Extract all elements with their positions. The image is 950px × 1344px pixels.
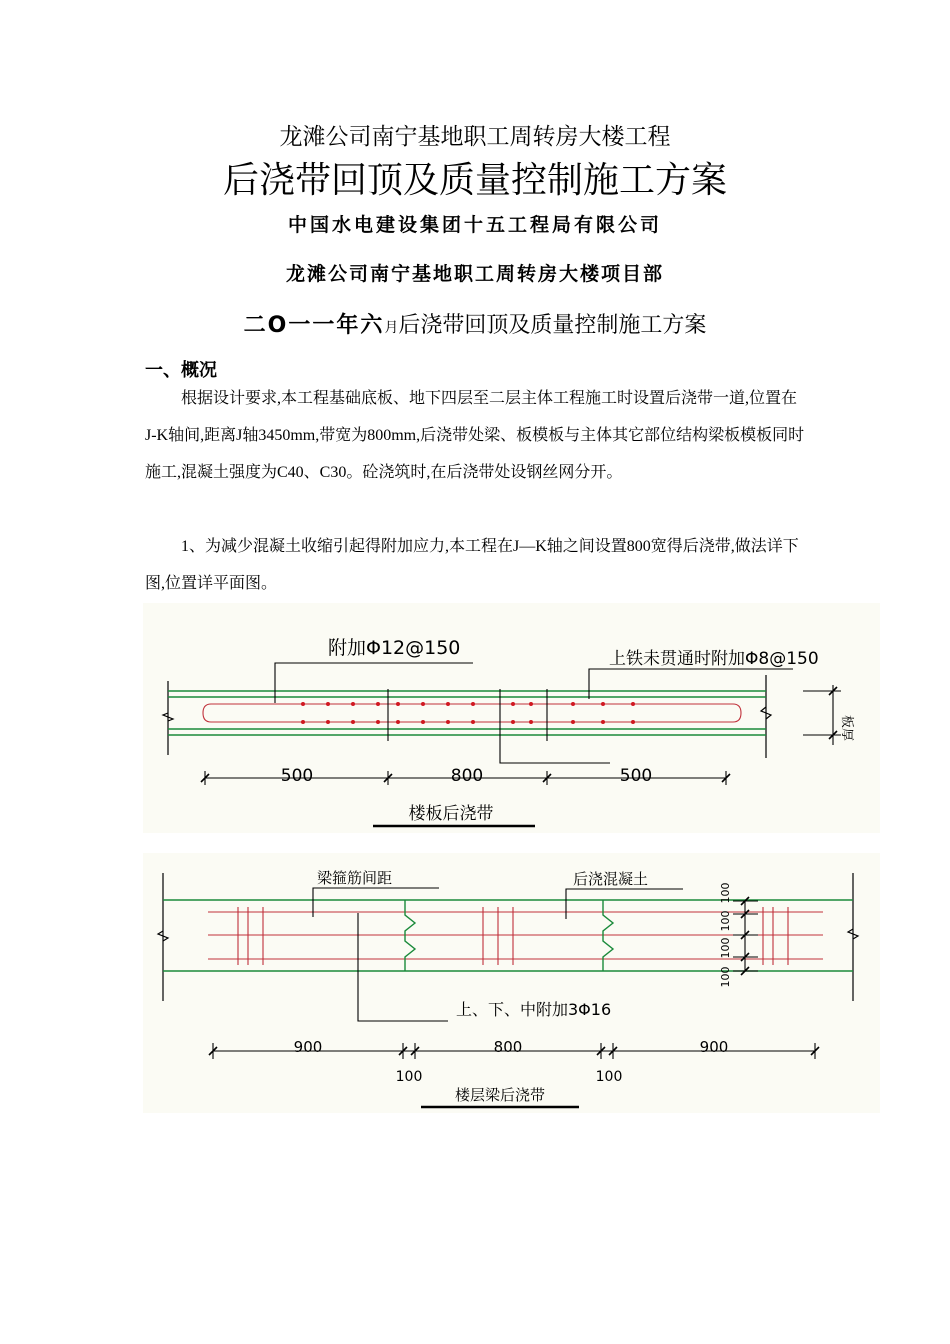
department-name: 龙滩公司南宁基地职工周转房大楼项目部 — [285, 263, 664, 285]
date-suffix: 后浇带回顶及质量控制施工方案 — [398, 313, 707, 338]
document-title: 后浇带回顶及质量控制施工方案 — [222, 160, 727, 201]
date-month: 月 — [384, 320, 399, 336]
beam-caption: 楼层梁后浇带 — [454, 1086, 546, 1104]
beam-label-stirrup: 梁箍筋间距 — [317, 869, 393, 887]
company-name: 中国水电建设集团十五工程局有限公司 — [287, 214, 662, 236]
slab-rebar-dots — [301, 702, 635, 724]
slab-label-left: 附加Φ12@150 — [328, 637, 461, 659]
design-paragraph: 1、为减少混凝土收缩引起得附加应力,本工程在J—K轴之间设置800宽得后浇带,做法详下图,位置详平面图。 — [145, 538, 799, 592]
beam-strip-drawing — [143, 853, 880, 1113]
beam-dim-gap-right: 100 — [595, 1069, 623, 1085]
beam-dim-left: 900 — [293, 1038, 323, 1056]
beam-side-dim-1: 100 — [719, 882, 732, 904]
slab-dim-right: 500 — [619, 766, 653, 786]
slab-label-right: 上铁未贯通时附加Φ8@150 — [609, 649, 819, 669]
slab-dim-left: 500 — [280, 766, 314, 786]
slab-caption: 楼板后浇带 — [408, 804, 494, 824]
slab-dim-middle: 800 — [450, 766, 484, 786]
beam-strip-figure — [143, 853, 880, 1113]
project-name: 龙滩公司南宁基地职工周转房大楼工程 — [279, 124, 671, 150]
beam-side-dim-3: 100 — [719, 937, 732, 959]
date-line — [0, 308, 950, 339]
beam-dim-gap-left: 100 — [395, 1069, 423, 1085]
beam-dim-middle: 800 — [493, 1038, 523, 1056]
beam-side-dim-2: 100 — [719, 910, 732, 932]
beam-label-bars: 上、下、中附加3Φ16 — [456, 1000, 612, 1019]
date-bold: 二O一一年六 — [243, 313, 385, 338]
beam-label-concrete: 后浇混凝土 — [573, 870, 649, 888]
section-heading: 一、概况 — [145, 360, 217, 381]
beam-side-dim-4: 100 — [719, 966, 732, 988]
slab-strip-drawing — [143, 603, 880, 833]
slab-strip-figure — [143, 603, 880, 833]
overview-paragraph: 根据设计要求,本工程基础底板、地下四层至二层主体工程施工时设置后浇带一道,位置在J-K轴间,距离J轴3450mm,带宽为800mm,后浇带处梁、板模板与主体其它部位结构梁板模板同时施工,混凝土强度为C40、C30。砼浇筑时,在后浇带处设钢丝网分开。 — [145, 390, 805, 481]
beam-dim-right: 900 — [699, 1038, 729, 1056]
slab-thickness-label: 板厚 — [839, 715, 854, 742]
